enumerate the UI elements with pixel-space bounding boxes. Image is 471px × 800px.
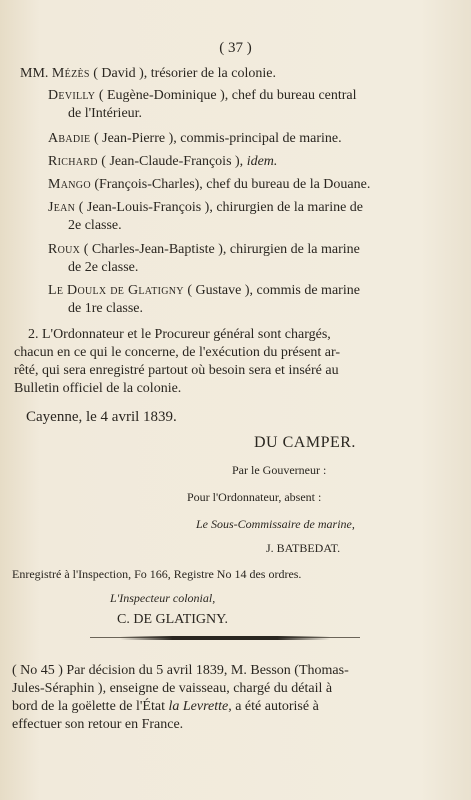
decision-text: , a été autorisé à bbox=[228, 699, 319, 714]
member-detail: ( Jean-Claude-François ), bbox=[97, 154, 247, 169]
member-line-7 bbox=[48, 241, 360, 259]
member-name: Richard bbox=[48, 154, 98, 169]
idem-text: idem. bbox=[246, 154, 278, 169]
date-line: Cayenne, le 4 avril 1839. bbox=[26, 409, 177, 425]
member-detail: ( Gustave ), commis de marine bbox=[183, 283, 360, 298]
member-line-8-cont: de 1re classe. bbox=[68, 301, 144, 316]
par-le-gouverneur: Par le Gouverneur : bbox=[232, 463, 327, 477]
member-detail: ( David ), trésorier de la colonie. bbox=[89, 66, 276, 81]
member-line-6 bbox=[48, 199, 363, 217]
member-detail: ( Jean-Louis-François ), chirurgien de la marine de bbox=[75, 200, 364, 215]
registration-line: Enregistré à l'Inspection, Fo 166, Registre No 14 des ordres. bbox=[12, 567, 302, 581]
member-line-2-cont: de l'Intérieur. bbox=[68, 106, 143, 121]
member-line-1 bbox=[20, 65, 276, 83]
article-line: rêté, qui sera enregistré partout où besoin sera et inséré au bbox=[14, 363, 339, 378]
inspecteur-title: L'Inspecteur colonial, bbox=[110, 591, 216, 605]
decision-line-3 bbox=[12, 698, 319, 716]
member-name: Mango bbox=[48, 177, 91, 192]
decision-text: bord de la goëlette de l'État bbox=[12, 699, 169, 714]
separator-rule bbox=[120, 636, 330, 640]
sous-commissaire-name: J. BATBEDAT. bbox=[266, 541, 341, 555]
member-line-5 bbox=[48, 176, 370, 194]
member-detail: ( Jean-Pierre ), commis-principal de marine. bbox=[90, 131, 342, 146]
pour-ordonnateur: Pour l'Ordonnateur, absent : bbox=[187, 490, 322, 504]
member-detail: ( Eugène-Dominique ), chef du bureau central bbox=[95, 88, 357, 103]
member-name: Abadie bbox=[48, 131, 91, 146]
inspecteur-name: C. DE GLATIGNY. bbox=[117, 612, 228, 627]
member-name: Le Doulx de Glatigny bbox=[48, 283, 184, 298]
sous-commissaire-title: Le Sous-Commissaire de marine, bbox=[196, 517, 355, 531]
member-detail: ( Charles-Jean-Baptiste ), chirurgien de la marine bbox=[80, 242, 360, 257]
member-line-7-cont: de 2e classe. bbox=[68, 260, 139, 275]
page-number: ( 37 ) bbox=[219, 40, 252, 56]
member-line-6-cont: 2e classe. bbox=[68, 218, 122, 233]
article-line: chacun en ce qui le concerne, de l'exécution du présent ar- bbox=[14, 345, 341, 360]
member-line-3 bbox=[48, 130, 342, 148]
member-line-4 bbox=[48, 153, 277, 171]
decision-line: effectuer son retour en France. bbox=[12, 717, 184, 732]
member-detail: (François-Charles), chef du bureau de la Douane. bbox=[90, 177, 371, 192]
signatory: DU CAMPER. bbox=[254, 434, 356, 451]
article-line: Bulletin officiel de la colonie. bbox=[14, 381, 182, 396]
members-prefix: MM. bbox=[20, 66, 49, 81]
article-line: 2. L'Ordonnateur et le Procureur général sont chargés, bbox=[28, 327, 331, 342]
member-name: Roux bbox=[48, 242, 81, 257]
ship-name: la Levrette bbox=[168, 699, 229, 714]
decision-line: ( No 45 ) Par décision du 5 avril 1839, M. Besson (Thomas- bbox=[12, 663, 349, 678]
decision-line: Jules-Séraphin ), enseigne de vaisseau, chargé du détail à bbox=[12, 681, 333, 696]
member-line-8 bbox=[48, 282, 360, 300]
member-line-2 bbox=[48, 87, 357, 105]
member-name: Jean bbox=[48, 200, 76, 215]
member-name: Devilly bbox=[48, 88, 96, 103]
member-name: Mézès bbox=[51, 66, 90, 81]
